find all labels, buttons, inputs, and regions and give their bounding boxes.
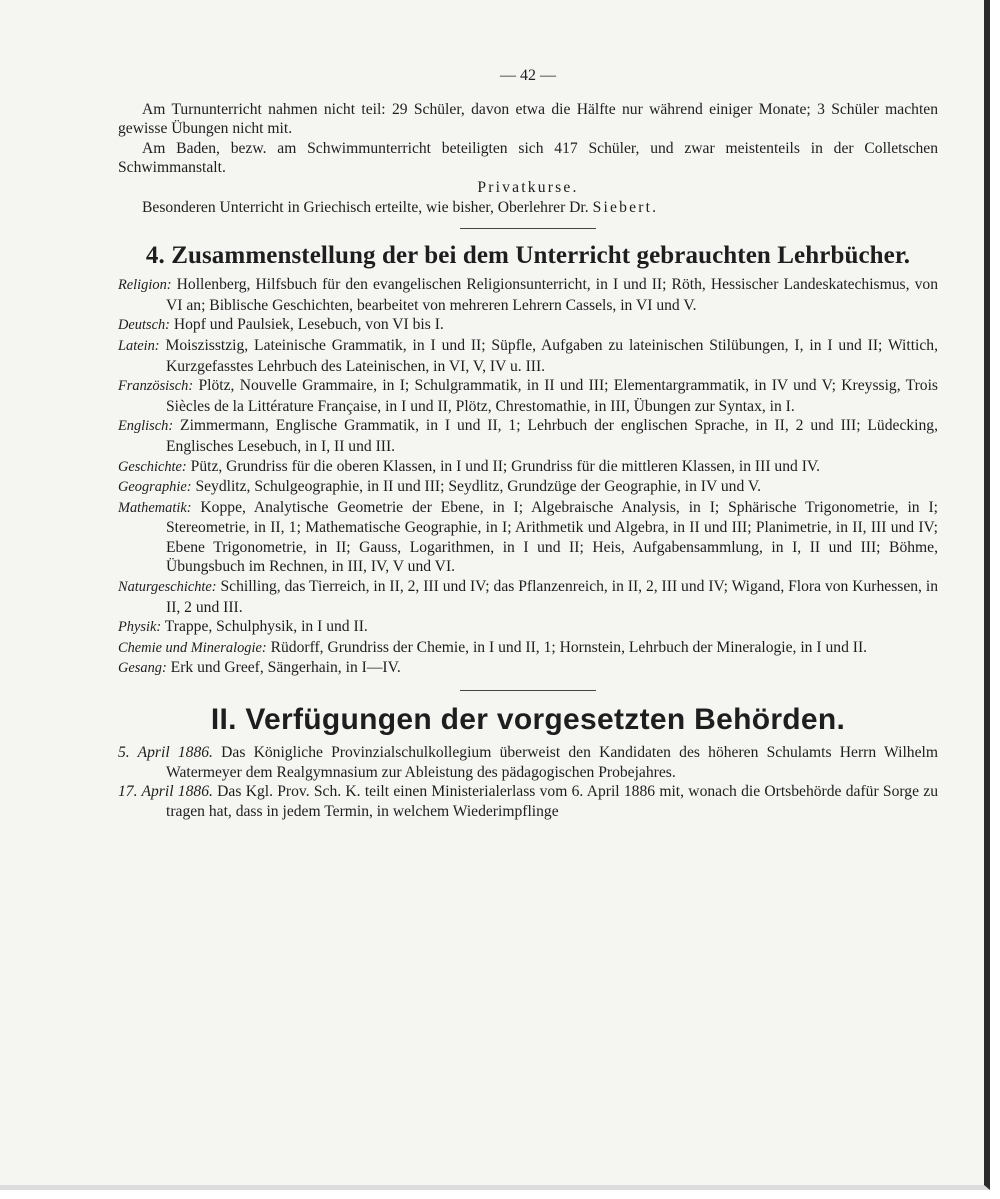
entry-text: Plötz, Nouvelle Grammaire, in I; Schulgrammatik, in II und III; Elementargrammatik, in IV und V; Kreyssig, Trois Siècles de la Littérature Française, in I und II, Plötz, Chrestomathie, in III, Übungen zur Syntax, in I. bbox=[166, 377, 939, 415]
textbook-entry bbox=[118, 477, 938, 498]
entry-text: Moiszisstzig, Lateinische Grammatik, in I und II; Süpfle, Aufgaben zu lateinischen Stilübungen, I, in I und II; Wittich, Kurzgefasstes Lehrbuch des Lateinischen, in VI, V, IV u. III. bbox=[165, 336, 939, 375]
subject-label: Geographie: bbox=[118, 479, 192, 496]
textbook-entry bbox=[118, 498, 938, 577]
paragraph-turnunterricht: Am Turnunterricht nahmen nicht teil: 29 Schüler, davon etwa die Hälfte nur während einiger Monate; 3 Schüler machten gewisse Übungen nicht mit. bbox=[118, 100, 938, 138]
decree-text: Das Kgl. Prov. Sch. K. teilt einen Ministerialerlass vom 6. April 1886 mit, wonach die Ortsbehörde dafür Sorge zu tragen hat, dass in jedem Termin, in welchem Wiederimpflinge bbox=[166, 783, 938, 820]
subject-label: Französisch: bbox=[118, 378, 194, 395]
decree-entry bbox=[118, 743, 938, 782]
section-II-heading: II. Verfügungen der vorgesetzten Behörden. bbox=[210, 703, 846, 737]
subject-label: Geschichte: bbox=[118, 458, 187, 475]
textbook-entry bbox=[118, 376, 938, 416]
separator-rule bbox=[460, 228, 596, 229]
page-content bbox=[118, 66, 938, 821]
separator-rule bbox=[460, 690, 596, 691]
textbook-entry bbox=[118, 336, 938, 376]
entry-text: Schilling, das Tierreich, in II, 2, III und IV; das Pflanzenreich, in II, 2, III und IV; Wigand, Flora von Kurhessen, in II, 2 und III. bbox=[166, 578, 938, 616]
subject-label: Mathematik: bbox=[118, 499, 192, 516]
privatkurse-name: Siebert. bbox=[592, 198, 659, 216]
textbook-entry bbox=[118, 577, 938, 617]
entry-text: Pütz, Grundriss für die oberen Klassen, in I und II; Grundriss für die mittleren Klassen, in III und IV. bbox=[190, 457, 821, 475]
section-4-heading: 4. Zusammenstellung der bei dem Unterricht gebrauchten Lehrbücher. bbox=[145, 242, 911, 270]
textbook-entry bbox=[118, 457, 938, 478]
entry-text: Koppe, Analytische Geometrie der Ebene, in I; Algebraische Analysis, in I; Sphärische Trigonometrie, in I; Stereometrie, in II, 1; Mathematische Geographie, in I; Arithmetik und Algebra, in II und III; Planimetrie, in II, III und IV; Ebene Trigonometrie, in II; Gauss, Logarithmen, in I und II; Heis, Aufgabensammlung, in I, II und III; Böhme, Übungsbuch im Rechnen, in III, IV, V und VI. bbox=[166, 498, 938, 576]
privatkurse-heading: Privatkurse. bbox=[477, 178, 579, 196]
subject-label: Religion: bbox=[118, 277, 172, 294]
subject-label: Deutsch: bbox=[118, 317, 170, 334]
entry-text: Hollenberg, Hilfsbuch für den evangelischen Religionsunterricht, in I und II; Röth, Hessischer Landeskatechismus, von VI an; Biblische Geschichten, bearbeitet von mehreren Lehrern Cassels, in VI und V. bbox=[166, 276, 938, 314]
decree-date: 5. April 1886. bbox=[118, 744, 213, 762]
subject-label: Chemie und Mineralogie: bbox=[118, 639, 267, 656]
textbook-entry bbox=[118, 315, 938, 336]
entry-text: Erk und Greef, Sängerhain, in I—IV. bbox=[170, 659, 401, 677]
subject-label: Gesang: bbox=[118, 660, 167, 677]
decree-entry bbox=[118, 782, 938, 821]
textbook-entry bbox=[118, 275, 938, 315]
textbook-entry bbox=[118, 638, 938, 659]
textbook-entry bbox=[118, 658, 938, 679]
paragraph-baden: Am Baden, bezw. am Schwimmunterricht beteiligten sich 417 Schüler, und zwar meistenteils in der Colletschen Schwimmanstalt. bbox=[118, 139, 938, 177]
textbook-entry bbox=[118, 617, 938, 638]
entry-text: Trappe, Schulphysik, in I und II. bbox=[164, 618, 368, 636]
decree-text: Das Königliche Provinzialschulkollegium überweist den Kandidaten des höheren Schulamts Herrn Wilhelm Watermeyer dem Realgymnasium zur Ableistung des pädagogischen Probejahres. bbox=[166, 744, 938, 781]
privatkurse-text: Besonderen Unterricht in Griechisch erteilte, wie bisher, Oberlehrer Dr. bbox=[142, 198, 589, 216]
entry-text: Seydlitz, Schulgeographie, in II und III; Seydlitz, Grundzüge der Geographie, in IV und V. bbox=[195, 478, 762, 496]
entry-text: Rüdorff, Grundriss der Chemie, in I und II, 1; Hornstein, Lehrbuch der Mineralogie, in I und II. bbox=[270, 638, 868, 656]
subject-label: Naturgeschichte: bbox=[118, 579, 217, 596]
subject-label: Latein: bbox=[118, 337, 160, 354]
subject-label: Englisch: bbox=[118, 418, 174, 435]
decree-date: 17. April 1886. bbox=[118, 783, 213, 801]
entry-text: Hopf und Paulsiek, Lesebuch, von VI bis I. bbox=[173, 316, 444, 334]
page-number: — 42 — bbox=[500, 67, 556, 84]
paragraph-privatkurse bbox=[118, 198, 938, 218]
entry-text: Zimmermann, Englische Grammatik, in I und II, 1; Lehrbuch der englischen Sprache, in II, 2 und III; Lüdecking, Englisches Lesebuch, in I, II und III. bbox=[166, 417, 938, 455]
subject-label: Physik: bbox=[118, 619, 162, 636]
textbook-entry bbox=[118, 416, 938, 456]
